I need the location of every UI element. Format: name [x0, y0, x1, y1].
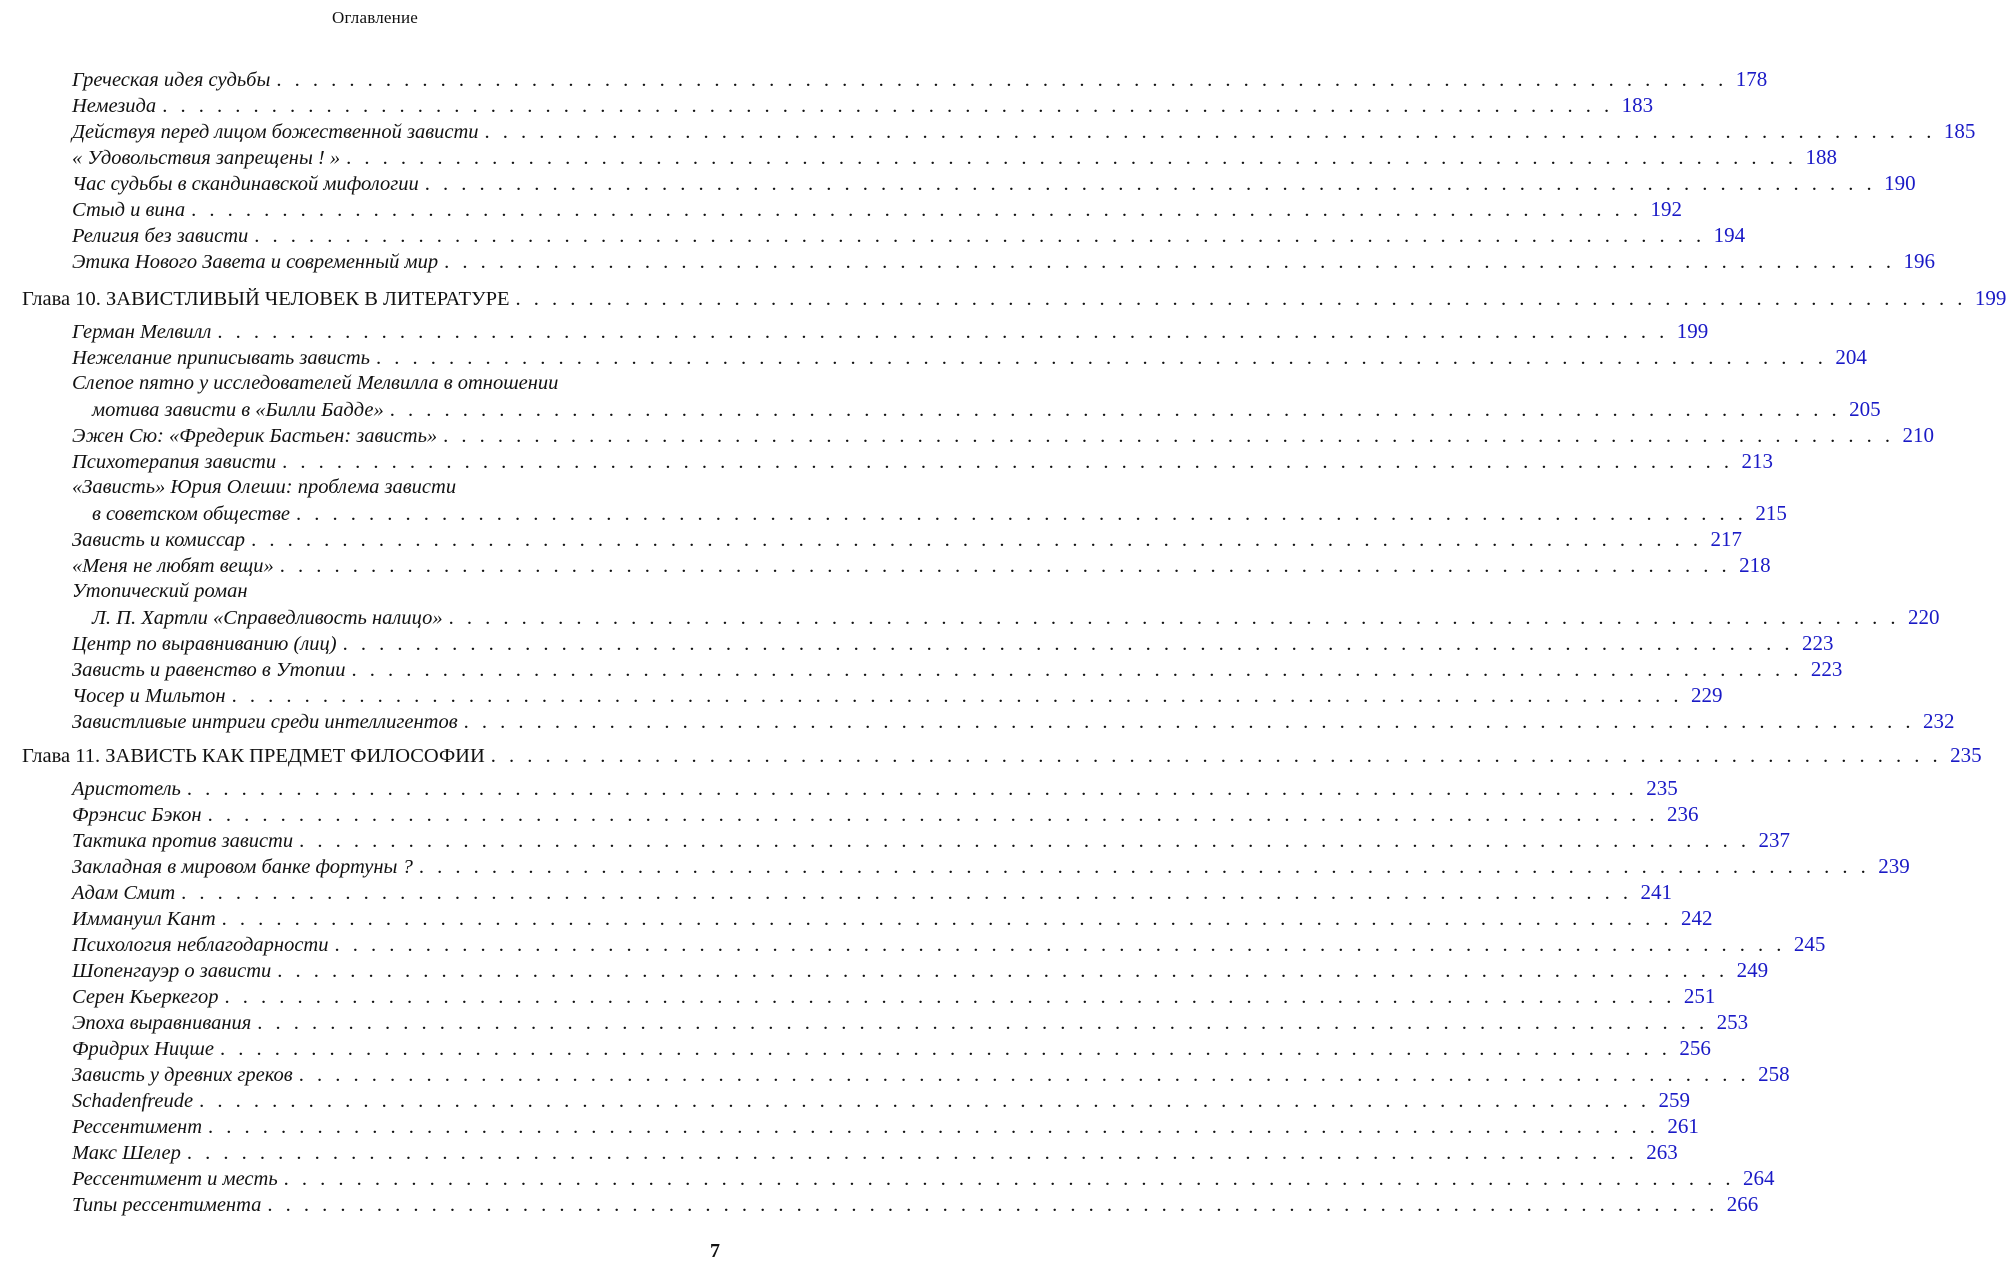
dot-leader: . . . . . . . . . . . . . . . . . . . . . . . . . . . . . . . . . . . . . . . . . . . . . . . . . . . . . . . . . . . . . . . . . . . . . . . . . . . . . . . . — [224, 986, 1676, 1008]
toc-entry-title: Серен Кьеркегор — [72, 986, 219, 1008]
toc-entry-title: Фридрих Ницше — [72, 1038, 214, 1060]
toc-entry[interactable] — [72, 170, 1916, 197]
toc-chapter[interactable] — [22, 742, 1982, 769]
toc-entry-title: Закладная в мировом банке фортуны ? — [72, 856, 413, 878]
toc-entry-title: Завистливые интриги среди интеллигентов — [72, 711, 458, 733]
toc-chapter[interactable] — [22, 285, 2006, 312]
toc-entry-title: Тактика против зависти — [72, 830, 294, 852]
toc-page-link[interactable]: 259 — [1658, 1088, 1690, 1112]
toc-page-link[interactable]: 242 — [1681, 906, 1713, 930]
toc-entry-title: Чосер и Мильтон — [72, 685, 226, 707]
dot-leader: . . . . . . . . . . . . . . . . . . . . . . . . . . . . . . . . . . . . . . . . . . . . . . . . . . . . . . . . . . . . . . . . . . . . . . . . . . . . . . . . — [418, 856, 1870, 878]
toc-entry-title: Герман Мелвилл — [72, 321, 212, 343]
toc-entry-title: Schadenfreude — [72, 1090, 194, 1112]
toc-page-link[interactable]: 237 — [1758, 828, 1790, 852]
toc-entry[interactable] — [72, 957, 1769, 984]
toc-entry-title: Иммануил Кант — [72, 908, 216, 930]
toc-entry[interactable] — [72, 682, 1723, 709]
toc-entry-title: Фрэнсис Бэкон — [72, 804, 202, 826]
toc-entry-title: Действуя перед лицом божественной зависти — [72, 121, 479, 143]
toc-entry[interactable] — [72, 775, 1678, 802]
toc-entry[interactable] — [72, 827, 1790, 854]
dot-leader: . . . . . . . . . . . . . . . . . . . . . . . . . . . . . . . . . . . . . . . . . . . . . . . . . . . . . . . . . . . . . . . . . . . . . . . . . . . . . . . . — [295, 503, 1747, 525]
toc-entry[interactable] — [72, 1061, 1790, 1088]
toc-page-link[interactable]: 239 — [1878, 854, 1910, 878]
toc-entry-title: Типы рессентимента — [72, 1194, 262, 1216]
dot-leader: . . . . . . . . . . . . . . . . . . . . . . . . . . . . . . . . . . . . . . . . . . . . . . . . . . . . . . . . . . . . . . . . . . . . . . . . . . . . . . . . — [346, 147, 1798, 169]
dot-leader: . . . . . . . . . . . . . . . . . . . . . . . . . . . . . . . . . . . . . . . . . . . . . . . . . . . . . . . . . . . . . . . . . . . . . . . . . . . . . . . . — [191, 199, 1642, 221]
dot-leader: . . . . . . . . . . . . . . . . . . . . . . . . . . . . . . . . . . . . . . . . . . . . . . . . . . . . . . . . . . . . . . . . . . . . . . . . . . . . . . . . — [463, 711, 1915, 733]
toc-entry[interactable] — [72, 144, 1838, 171]
toc-page-link[interactable]: 235 — [1950, 743, 1982, 767]
toc-entry[interactable] — [72, 708, 1955, 735]
toc-entry[interactable] — [72, 853, 1910, 880]
toc-page-link[interactable]: 232 — [1922, 709, 1955, 733]
toc-page-link[interactable]: 215 — [1755, 501, 1787, 525]
toc-entry-title: Греческая идея судьбы — [72, 69, 271, 91]
toc-entry-title: Психотерапия зависти — [72, 451, 277, 473]
dot-leader: . . . . . . . . . . . . . . . . . . . . . . . . . . . . . . . . . . . . . . . . . . . . . . . . . . . . . . . . . . . . . . . . . . . . . . . . . . . . . . . . — [283, 1168, 1735, 1190]
toc-entry-continued: «Зависть» Юрия Олеши: проблема зависти — [72, 476, 457, 498]
toc-entry-title: « Удовольствия запрещены ! » — [72, 147, 341, 169]
dot-leader: . . . . . . . . . . . . . . . . . . . . . . . . . . . . . . . . . . . . . . . . . . . . . . . . . . . . . . . . . . . . . . . . . . . . . . . . . . . . . . . . — [199, 1090, 1650, 1112]
toc-entry-title: Религия без зависти — [72, 225, 249, 247]
toc-page-link[interactable]: 204 — [1835, 345, 1867, 369]
page-number: 7 — [710, 1240, 720, 1262]
toc-entry[interactable] — [72, 222, 1746, 249]
toc-page-link[interactable]: 213 — [1741, 449, 1773, 473]
toc-entry[interactable] — [92, 604, 1940, 631]
dot-leader: . . . . . . . . . . . . . . . . . . . . . . . . . . . . . . . . . . . . . . . . . . . . . . . . . . . . . . . . . . . . . . . . . . . . . . . . . . . . . . . . — [257, 1012, 1709, 1034]
toc-page-link[interactable]: 241 — [1640, 880, 1673, 904]
dot-leader: . . . . . . . . . . . . . . . . . . . . . . . . . . . . . . . . . . . . . . . . . . . . . . . . . . . . . . . . . . . . . . . . . . . . . . . . . . . . . . . . — [448, 607, 1900, 629]
toc-page-link[interactable]: 178 — [1735, 67, 1768, 91]
toc-entry-title: «Меня не любят вещи» — [72, 555, 274, 577]
dot-leader: . . . . . . . . . . . . . . . . . . . . . . . . . . . . . . . . . . . . . . . . . . . . . . . . . . . . . . . . . . . . . . . . . . . . . . . . . . . . . . . . — [219, 1038, 1671, 1060]
toc-entry[interactable] — [72, 552, 1771, 579]
toc-entry-title: Эжен Сю: «Фредерик Бастьен: зависть» — [72, 425, 438, 447]
toc-entry[interactable] — [72, 448, 1773, 475]
dot-leader: . . . . . . . . . . . . . . . . . . . . . . . . . . . . . . . . . . . . . . . . . . . . . . . . . . . . . . . . . . . . . . . . . . . . . . . . . . . . . . . . — [217, 321, 1669, 343]
toc-entry[interactable] — [72, 318, 1709, 345]
toc-page-link[interactable]: 188 — [1805, 145, 1838, 169]
toc-page-link[interactable]: 266 — [1726, 1192, 1759, 1216]
dot-leader: . . . . . . . . . . . . . . . . . . . . . . . . . . . . . . . . . . . . . . . . . . . . . . . . . . . . . . . . . . . . . . . . . . . . . . . . . . . . . . . . — [444, 251, 1895, 273]
dot-leader: . . . . . . . . . . . . . . . . . . . . . . . . . . . . . . . . . . . . . . . . . . . . . . . . . . . . . . . . . . . . . . . . . . . . . . . . . . . . . . . . — [282, 451, 1733, 473]
dot-leader: . . . . . . . . . . . . . . . . . . . . . . . . . . . . . . . . . . . . . . . . . . . . . . . . . . . . . . . . . . . . . . . . . . . . . . . . . . . . . . . . — [186, 778, 1638, 800]
dot-leader: . . . . . . . . . . . . . . . . . . . . . . . . . . . . . . . . . . . . . . . . . . . . . . . . . . . . . . . . . . . . . . . . . . . . . . . . . . . . . . . . — [277, 960, 1729, 982]
toc-entry[interactable] — [72, 879, 1673, 906]
toc-entry-title: Макс Шелер — [72, 1142, 181, 1164]
toc-entry-title: Адам Смит — [72, 882, 176, 904]
toc-entry-title: Стыд и вина — [72, 199, 186, 221]
toc-page-link[interactable]: 236 — [1666, 802, 1699, 826]
toc-page-link[interactable]: 192 — [1650, 197, 1682, 221]
toc-entry-title: в советском обществе — [92, 503, 290, 525]
toc-page-link[interactable]: 264 — [1743, 1166, 1775, 1190]
toc-page-link[interactable]: 185 — [1943, 119, 1976, 143]
toc-entry-title: Центр по выравниванию (лиц) — [72, 633, 337, 655]
toc-page-link[interactable]: 199 — [1676, 319, 1709, 343]
toc-page-link[interactable]: 196 — [1903, 249, 1935, 273]
toc-page-link[interactable]: 251 — [1683, 984, 1716, 1008]
toc-entry[interactable] — [72, 66, 1768, 93]
dot-leader: . . . . . . . . . . . . . . . . . . . . . . . . . . . . . . . . . . . . . . . . . . . . . . . . . . . . . . . . . . . . . . . . . . . . . . . . . . . . . . . . — [298, 1064, 1750, 1086]
dot-leader: . . . . . . . . . . . . . . . . . . . . . . . . . . . . . . . . . . . . . . . . . . . . . . . . . . . . . . . . . . . . . . . . . . . . . . . . . . . . . . . . — [424, 173, 1876, 195]
dot-leader: . . . . . . . . . . . . . . . . . . . . . . . . . . . . . . . . . . . . . . . . . . . . . . . . . . . . . . . . . . . . . . . . . . . . . . . . . . . . . . . . — [484, 121, 1936, 143]
toc-entry[interactable] — [72, 1191, 1759, 1218]
toc-entry[interactable] — [72, 630, 1834, 657]
dot-leader: . . . . . . . . . . . . . . . . . . . . . . . . . . . . . . . . . . . . . . . . . . . . . . . . . . . . . . . . . . . . . . . . . . . . . . . . . . . . . . . . — [490, 745, 1942, 767]
dot-leader: . . . . . . . . . . . . . . . . . . . . . . . . . . . . . . . . . . . . . . . . . . . . . . . . . . . . . . . . . . . . . . . . . . . . . . . . . . . . . . . . — [186, 1142, 1638, 1164]
toc-entry[interactable] — [72, 1035, 1711, 1062]
toc-page-link[interactable]: 261 — [1667, 1114, 1699, 1138]
toc-page-link[interactable]: 256 — [1679, 1036, 1711, 1060]
toc-entry[interactable] — [72, 1139, 1678, 1166]
toc-page-link[interactable]: 217 — [1710, 527, 1742, 551]
toc-entry[interactable] — [72, 344, 1867, 371]
toc-page-link[interactable]: 194 — [1713, 223, 1746, 247]
toc-page-link[interactable]: 220 — [1908, 605, 1940, 629]
toc-entry[interactable] — [92, 500, 1787, 527]
toc-entry-continued: Слепое пятно у исследователей Мелвилла в отношении — [72, 372, 559, 394]
toc-entry-title: Нежелание приписывать зависть — [72, 347, 370, 369]
toc-page-link[interactable]: 223 — [1801, 631, 1834, 655]
toc-page-link[interactable]: 263 — [1646, 1140, 1678, 1164]
dot-leader: . . . . . . . . . . . . . . . . . . . . . . . . . . . . . . . . . . . . . . . . . . . . . . . . . . . . . . . . . . . . . . . . . . . . . . . . . . . . . . . . — [279, 555, 1731, 577]
dot-leader: . . . . . . . . . . . . . . . . . . . . . . . . . . . . . . . . . . . . . . . . . . . . . . . . . . . . . . . . . . . . . . . . . . . . . . . . . . . . . . . . — [181, 882, 1633, 904]
toc-page-link[interactable]: 218 — [1739, 553, 1771, 577]
dot-leader: . . . . . . . . . . . . . . . . . . . . . . . . . . . . . . . . . . . . . . . . . . . . . . . . . . . . . . . . . . . . . . . . . . . . . . . . . . . . . . . . — [254, 225, 1706, 247]
toc-entry[interactable] — [72, 196, 1682, 223]
toc-entry[interactable] — [72, 526, 1742, 553]
toc-entry-title: Шопенгауэр о зависти — [72, 960, 272, 982]
toc-entry-title: Немезида — [72, 95, 157, 117]
toc-entry-title: Эпоха выравнивания — [72, 1012, 252, 1034]
toc-entry-title: Рессентимент — [72, 1116, 203, 1138]
dot-leader: . . . . . . . . . . . . . . . . . . . . . . . . . . . . . . . . . . . . . . . . . . . . . . . . . . . . . . . . . . . . . . . . . . . . . . . . . . . . . . . . — [276, 69, 1728, 91]
dot-leader: . . . . . . . . . . . . . . . . . . . . . . . . . . . . . . . . . . . . . . . . . . . . . . . . . . . . . . . . . . . . . . . . . . . . . . . . . . . . . . . . — [208, 1116, 1659, 1138]
dot-leader: . . . . . . . . . . . . . . . . . . . . . . . . . . . . . . . . . . . . . . . . . . . . . . . . . . . . . . . . . . . . . . . . . . . . . . . . . . . . . . . . — [389, 399, 1841, 421]
toc-entry[interactable] — [72, 1165, 1775, 1192]
dot-leader: . . . . . . . . . . . . . . . . . . . . . . . . . . . . . . . . . . . . . . . . . . . . . . . . . . . . . . . . . . . . . . . . . . . . . . . . . . . . . . . . — [162, 95, 1614, 117]
dot-leader: . . . . . . . . . . . . . . . . . . . . . . . . . . . . . . . . . . . . . . . . . . . . . . . . . . . . . . . . . . . . . . . . . . . . . . . . . . . . . . . . — [334, 934, 1786, 956]
toc-entry-title: Рессентимент и месть — [72, 1168, 278, 1190]
toc-entry-title: мотива зависти в «Билли Бадде» — [92, 399, 384, 421]
toc-entry-title: Зависть у древних греков — [72, 1064, 293, 1086]
dot-leader: . . . . . . . . . . . . . . . . . . . . . . . . . . . . . . . . . . . . . . . . . . . . . . . . . . . . . . . . . . . . . . . . . . . . . . . . . . . . . . . . — [342, 633, 1794, 655]
toc-entry-title: Этика Нового Завета и современный мир — [72, 251, 439, 273]
dot-leader: . . . . . . . . . . . . . . . . . . . . . . . . . . . . . . . . . . . . . . . . . . . . . . . . . . . . . . . . . . . . . . . . . . . . . . . . . . . . . . . . — [515, 288, 1967, 310]
toc-page-link[interactable]: 223 — [1810, 657, 1843, 681]
toc-entry[interactable] — [72, 422, 1935, 449]
toc-page-link[interactable]: 249 — [1736, 958, 1769, 982]
dot-leader: . . . . . . . . . . . . . . . . . . . . . . . . . . . . . . . . . . . . . . . . . . . . . . . . . . . . . . . . . . . . . . . . . . . . . . . . . . . . . . . . — [299, 830, 1750, 852]
toc-page-link[interactable]: 235 — [1646, 776, 1678, 800]
toc-entry-title: Аристотель — [72, 778, 181, 800]
dot-leader: . . . . . . . . . . . . . . . . . . . . . . . . . . . . . . . . . . . . . . . . . . . . . . . . . . . . . . . . . . . . . . . . . . . . . . . . . . . . . . . . — [251, 529, 1702, 551]
toc-entry-title: Глава 11. ЗАВИСТЬ КАК ПРЕДМЕТ ФИЛОСОФИИ — [22, 745, 485, 767]
toc-entry-title: Л. П. Хартли «Справедливость налицо» — [92, 607, 443, 629]
toc-entry-continued: Утопический роман — [72, 580, 248, 602]
toc-entry-title: Психология неблагодарности — [72, 934, 329, 956]
toc-entry[interactable] — [72, 1087, 1690, 1114]
dot-leader: . . . . . . . . . . . . . . . . . . . . . . . . . . . . . . . . . . . . . . . . . . . . . . . . . . . . . . . . . . . . . . . . . . . . . . . . . . . . . . . . — [231, 685, 1683, 707]
toc-entry[interactable] — [72, 1009, 1749, 1036]
dot-leader: . . . . . . . . . . . . . . . . . . . . . . . . . . . . . . . . . . . . . . . . . . . . . . . . . . . . . . . . . . . . . . . . . . . . . . . . . . . . . . . . — [221, 908, 1673, 930]
toc-entry[interactable] — [72, 931, 1826, 958]
toc-entry[interactable] — [72, 656, 1843, 683]
toc-entry[interactable] — [72, 118, 1976, 145]
toc-entry[interactable] — [72, 983, 1716, 1010]
dot-leader: . . . . . . . . . . . . . . . . . . . . . . . . . . . . . . . . . . . . . . . . . . . . . . . . . . . . . . . . . . . . . . . . . . . . . . . . . . . . . . . . — [376, 347, 1827, 369]
toc-entry-title: Час судьбы в скандинавской мифологии — [72, 173, 419, 195]
toc-page-link[interactable]: 183 — [1621, 93, 1654, 117]
running-header: Оглавление — [332, 8, 418, 27]
toc-entry-title: Зависть и комиссар — [72, 529, 246, 551]
dot-leader: . . . . . . . . . . . . . . . . . . . . . . . . . . . . . . . . . . . . . . . . . . . . . . . . . . . . . . . . . . . . . . . . . . . . . . . . . . . . . . . . — [443, 425, 1895, 447]
toc-entry[interactable] — [72, 1113, 1699, 1140]
toc-page-link[interactable]: 190 — [1884, 171, 1916, 195]
toc-page-link[interactable]: 205 — [1849, 397, 1881, 421]
toc-page-link[interactable]: 253 — [1716, 1010, 1749, 1034]
toc-entry[interactable] — [72, 905, 1713, 932]
toc-page-link[interactable]: 199 — [1974, 286, 2006, 310]
toc-entry-title: Глава 10. ЗАВИСТЛИВЫЙ ЧЕЛОВЕК В ЛИТЕРАТУРЕ — [22, 288, 510, 310]
toc-page-link[interactable]: 210 — [1902, 423, 1935, 447]
dot-leader: . . . . . . . . . . . . . . . . . . . . . . . . . . . . . . . . . . . . . . . . . . . . . . . . . . . . . . . . . . . . . . . . . . . . . . . . . . . . . . . . — [267, 1194, 1719, 1216]
toc-entry[interactable] — [92, 396, 1881, 423]
toc-entry[interactable] — [72, 92, 1654, 119]
toc-entry[interactable] — [72, 248, 1935, 275]
toc-page-link[interactable]: 245 — [1793, 932, 1826, 956]
toc-page-link[interactable]: 258 — [1758, 1062, 1790, 1086]
toc-entry-title: Зависть и равенство в Утопии — [72, 659, 346, 681]
dot-leader: . . . . . . . . . . . . . . . . . . . . . . . . . . . . . . . . . . . . . . . . . . . . . . . . . . . . . . . . . . . . . . . . . . . . . . . . . . . . . . . . — [207, 804, 1659, 826]
toc-entry[interactable] — [72, 801, 1699, 828]
toc-page-link[interactable]: 229 — [1690, 683, 1723, 707]
dot-leader: . . . . . . . . . . . . . . . . . . . . . . . . . . . . . . . . . . . . . . . . . . . . . . . . . . . . . . . . . . . . . . . . . . . . . . . . . . . . . . . . — [351, 659, 1803, 681]
